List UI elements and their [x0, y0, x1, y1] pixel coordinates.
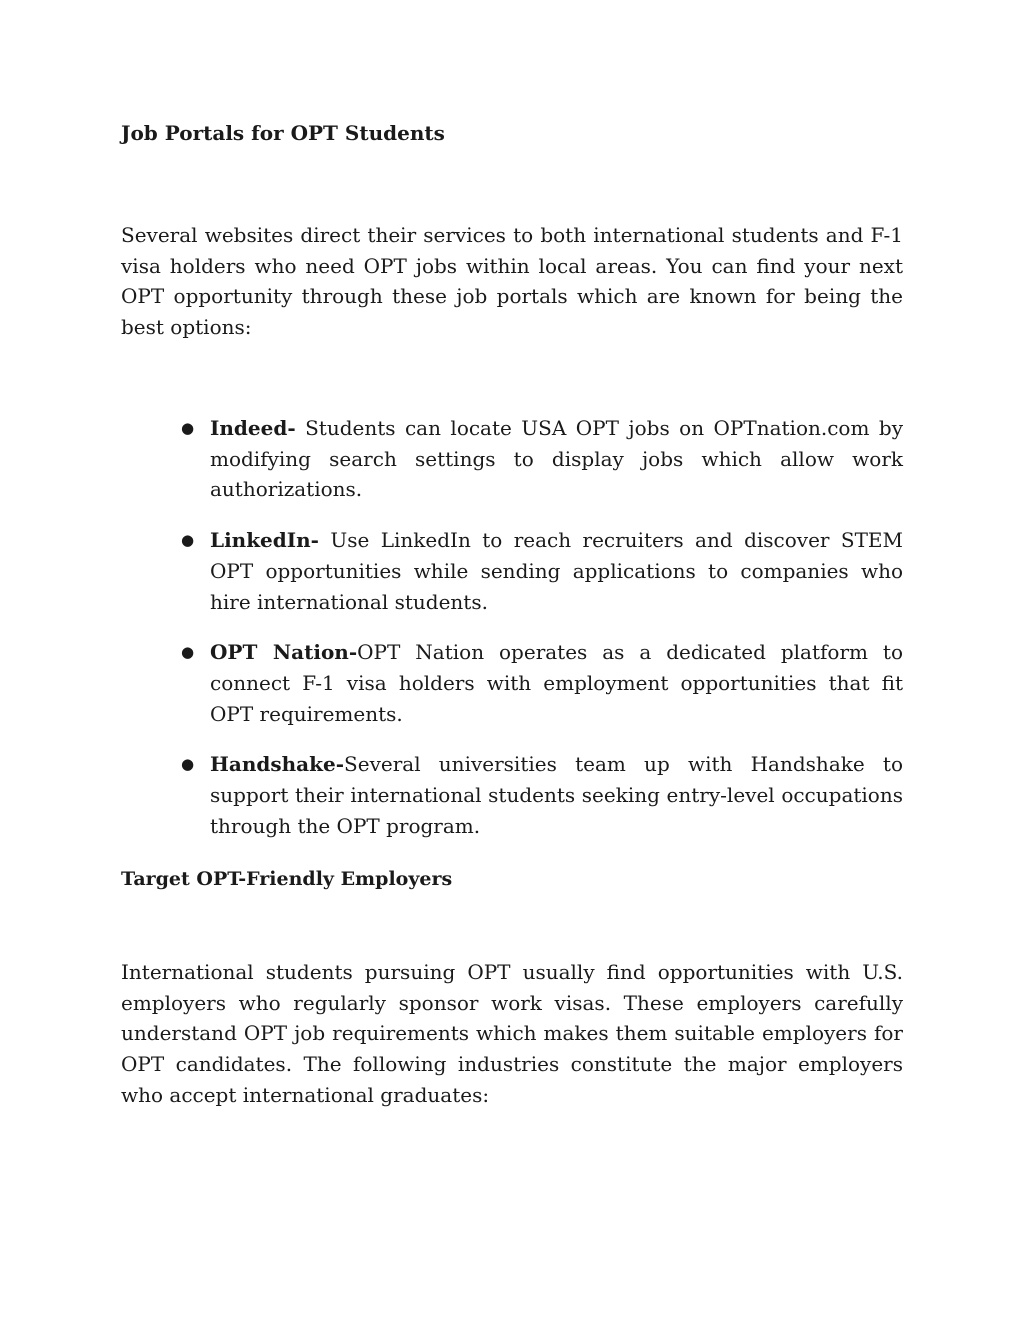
list-item-linkedin: [121, 525, 903, 617]
bullet-marker: ●: [181, 531, 195, 550]
bullet-text: Students can locate USA OPT jobs on OPTnation.com by modifying search settings to display jobs which allow work authorizations.: [210, 416, 903, 502]
bullet-marker: ●: [181, 755, 195, 774]
bullet-term: Handshake-: [210, 752, 345, 777]
bullet-marker: ●: [181, 643, 195, 662]
list-item-indeed: [121, 413, 903, 505]
section-heading-job-portals: Job Portals for OPT Students: [121, 121, 445, 145]
list-item-handshake: [121, 749, 903, 841]
job-portal-list: [121, 413, 903, 861]
bullet-term: LinkedIn-: [210, 528, 319, 553]
list-item-opt-nation: [121, 637, 903, 729]
bullet-text: Use LinkedIn to reach recruiters and discover STEM OPT opportunities while sending applications to companies who hire international students.: [210, 528, 903, 614]
section-heading-employers: Target OPT-Friendly Employers: [121, 868, 453, 890]
bullet-term: Indeed-: [210, 416, 296, 440]
bullet-text: Several universities team up with Handshake to support their international students seeking entry-level occupations through the OPT program.: [210, 752, 903, 838]
bullet-term: OPT Nation-: [210, 640, 358, 665]
bullet-marker: ●: [181, 419, 195, 437]
intro-paragraph-job-portals: Several websites direct their services to both international students and F-1 visa holders who need OPT jobs within local areas. You can find your next OPT opportunity through these job portals which are known for being the best options:: [121, 223, 903, 340]
intro-paragraph-employers: International students pursuing OPT usually find opportunities with U.S. employers who regularly sponsor work visas. These employers carefully understand OPT job requirements which makes them suitable employers for OPT candidates. The following industries constitute the major employers who accept international graduates:: [121, 960, 903, 1107]
bullet-text: OPT Nation operates as a dedicated platform to connect F-1 visa holders with employment opportunities that fit OPT requirements.: [210, 640, 903, 726]
